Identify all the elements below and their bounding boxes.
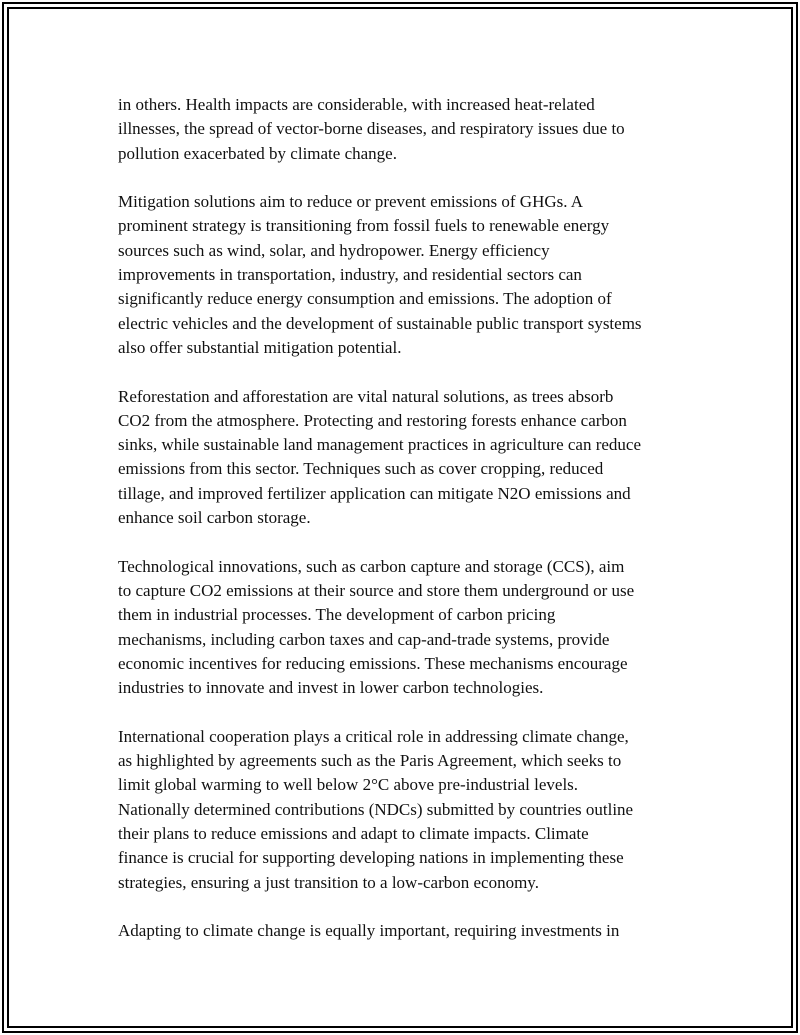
- text-line: Technological innovations, such as carbon capture and storage (CCS), aim: [118, 556, 625, 576]
- paragraph-adaptation: [118, 919, 690, 943]
- text-line: tillage, and improved fertilizer application can mitigate N2O emissions and: [118, 483, 631, 503]
- text-line: sinks, while sustainable land management practices in agriculture can reduce: [118, 435, 642, 455]
- text-line: significantly reduce energy consumption and emissions. The adoption of: [118, 289, 612, 309]
- text-line: electric vehicles and the development of sustainable public transport systems: [118, 313, 642, 333]
- text-line: enhance soil carbon storage.: [118, 508, 311, 528]
- paragraph-health-impacts: [118, 93, 690, 166]
- document-body: [118, 93, 690, 968]
- paragraph-international-cooperation: [118, 725, 690, 895]
- text-line: their plans to reduce emissions and adapt to climate impacts. Climate: [118, 823, 589, 843]
- text-line: Adapting to climate change is equally important, requiring investments in: [118, 921, 620, 941]
- text-line: industries to innovate and invest in lower carbon technologies.: [118, 678, 544, 698]
- text-line: pollution exacerbated by climate change.: [118, 143, 397, 163]
- text-line: International cooperation plays a critical role in addressing climate change,: [118, 726, 629, 746]
- text-line: Reforestation and afforestation are vital natural solutions, as trees absorb: [118, 386, 614, 406]
- paragraph-reforestation: [118, 385, 690, 531]
- text-line: finance is crucial for supporting developing nations in implementing these: [118, 848, 624, 868]
- text-line: Nationally determined contributions (NDCs) submitted by countries outline: [118, 799, 634, 819]
- text-line: CO2 from the atmosphere. Protecting and restoring forests enhance carbon: [118, 410, 627, 430]
- text-line: to capture CO2 emissions at their source and store them underground or use: [118, 580, 635, 600]
- text-line: limit global warming to well below 2°C above pre-industrial levels.: [118, 775, 579, 795]
- text-line: prominent strategy is transitioning from fossil fuels to renewable energy: [118, 216, 610, 236]
- text-line: in others. Health impacts are considerable, with increased heat-related: [118, 95, 595, 114]
- text-line: economic incentives for reducing emissions. These mechanisms encourage: [118, 653, 628, 673]
- text-line: illnesses, the spread of vector-borne diseases, and respiratory issues due to: [118, 119, 625, 139]
- text-line: emissions from this sector. Techniques such as cover cropping, reduced: [118, 459, 604, 479]
- paragraph-mitigation-solutions: [118, 190, 690, 360]
- text-line: mechanisms, including carbon taxes and cap-and-trade systems, provide: [118, 629, 610, 649]
- text-line: sources such as wind, solar, and hydropower. Energy efficiency: [118, 240, 550, 260]
- text-line: improvements in transportation, industry, and residential sectors can: [118, 265, 582, 285]
- text-line: Mitigation solutions aim to reduce or prevent emissions of GHGs. A: [118, 192, 584, 212]
- text-line: as highlighted by agreements such as the Paris Agreement, which seeks to: [118, 751, 622, 771]
- text-line: strategies, ensuring a just transition to a low-carbon economy.: [118, 872, 539, 892]
- text-line: them in industrial processes. The development of carbon pricing: [118, 605, 556, 625]
- text-line: also offer substantial mitigation potential.: [118, 337, 402, 357]
- paragraph-technological-innovations: [118, 555, 690, 701]
